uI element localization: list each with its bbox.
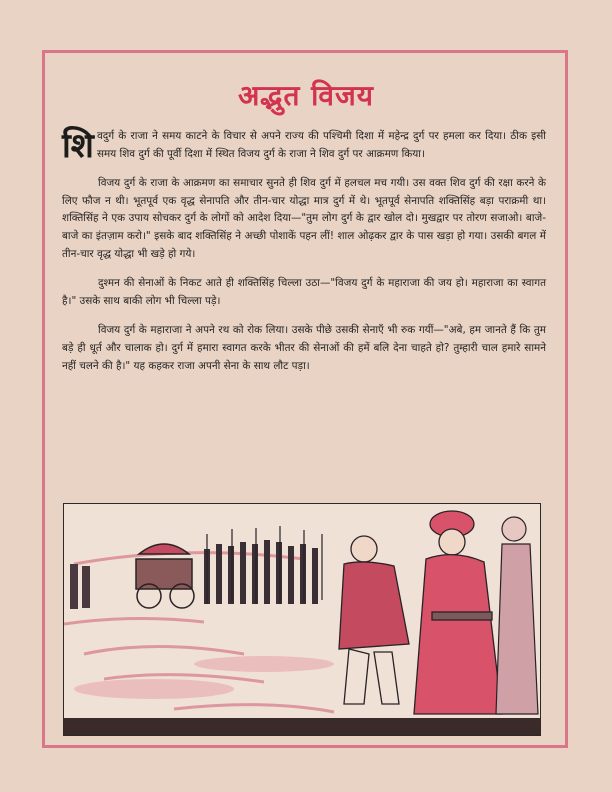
paragraph-3: दुश्मन की सेनाओं के निकट आते ही शक्तिसिंह चिल्ला उठा—"विजय दुर्ग के महाराजा की जय हो। महाराजा का स्वागत है।" उसके साथ बाकी लोग भी चिल्ला पड़े। <box>62 277 546 307</box>
floor-shadow <box>64 718 540 735</box>
story-text <box>62 128 546 387</box>
paragraph-2: विजय दुर्ग के राजा के आक्रमण का समाचार सुनते ही शिव दुर्ग में हलचल मच गयी। उस वक्त शिव दुर्ग की रक्षा करने के लिए फौज न थी। भूतपूर्व एक वृद्ध सेनापति और तीन-चार योद्धा मात्र दुर्ग में थे। भूतपूर्व सेनापति शक्तिसिंह बड़ा पराक्रमी था। शक्तिसिंह ने एक उपाय सोचकर दुर्ग के लोगों को आदेश दिया—"तुम लोग दुर्ग के द्वार खोल दो। मुखद्वार पर तोरण सजाओ। बाजे-बाजे का इंतज़ाम करो।" इसके बाद शक्तिसिंह ने अच्छी पोशाकें पहन लीं! शाल ओढ़कर द्वार के पास खड़ा हो गया। उसकी बगल में तीन-चार वृद्ध योद्धा भी खड़े हो गये। <box>62 177 546 260</box>
illustration-scene <box>64 504 540 735</box>
paragraph-1 <box>62 126 546 166</box>
paragraph-1-text: वदुर्ग के राजा ने समय काटने के विचार से अपने राज्य की पश्चिमी दिशा में महेन्द्र दुर्ग पर हमला कर दिया। ठीक इसी समय शिव दुर्ग की पूर्वी दिशा में स्थित विजय दुर्ग के राजा ने शिव दुर्ग पर आक्रमण किया। <box>96 130 546 160</box>
paragraph-4: विजय दुर्ग के महाराजा ने अपने रथ को रोक लिया। उसके पीछे उसकी सेनाएँ भी रुक गयीं—"अबे, हम जानते हैं कि तुम बड़े ही धूर्त और चालाक हो। दुर्ग में हमारा स्वागत करके भीतर की सेनाओं की हमें बलि देना चाहते हो? तुम्हारी चाल हमारे सामने नहीं चलने की है।" यह कहकर राजा अपनी सेना के साथ लौट पड़ा। <box>62 324 546 372</box>
drop-cap: शि <box>62 126 94 166</box>
page-title: अद्भुत विजय <box>237 79 375 112</box>
story-illustration <box>63 503 541 736</box>
